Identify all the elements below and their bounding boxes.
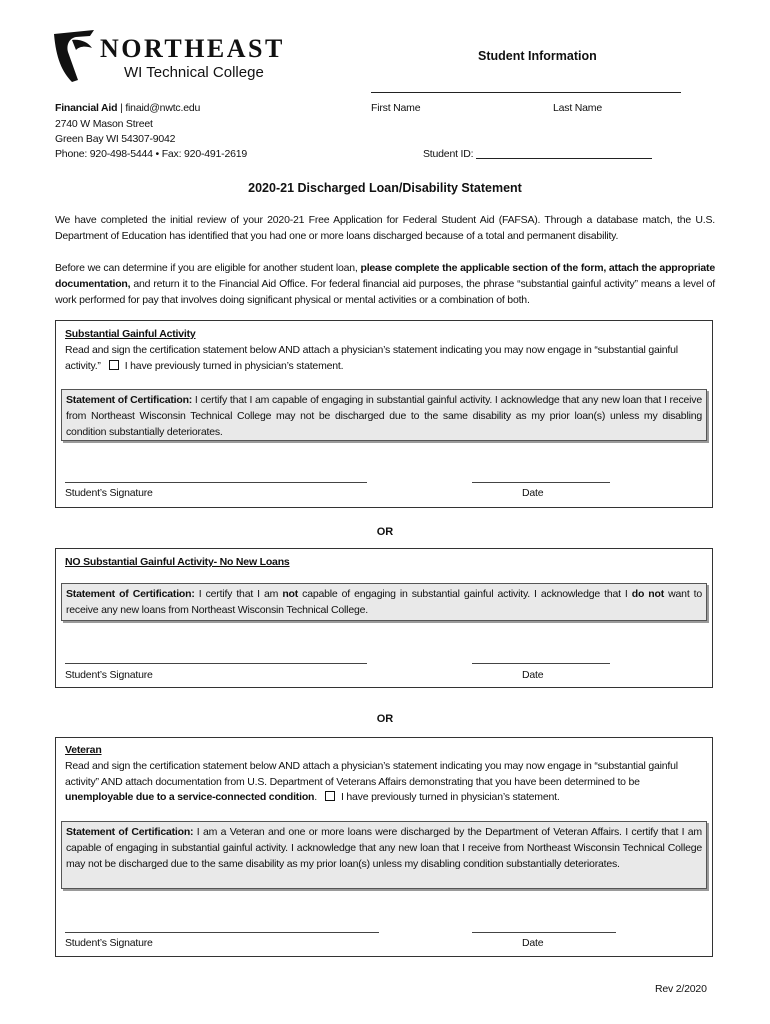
document-title: 2020-21 Discharged Loan/Disability Statement (248, 181, 522, 195)
section-1-date-line[interactable] (472, 482, 610, 483)
student-id-label: Student ID: (423, 148, 474, 160)
office-contact (55, 102, 200, 114)
section-1-instructions: Read and sign the certification statement below AND attach a physician’s statement indicating you may now engage in “substantial gainful activity.” I have previously turned in physician’s statement. (65, 344, 678, 372)
college-logo-icon (50, 28, 98, 84)
intro-paragraph-2: Before we can determine if you are eligible for another student loan, please complete the applicable section of the form, attach the appropriate documentation, and return it to the Financial Aid Office. For federal financial aid purposes, the phrase “substantial gainful activity” means a level of work performed for pay that involves doing significant physical or mental activities or a combination of both. (55, 262, 715, 306)
section-no-substantial-gainful-activity (55, 548, 713, 688)
section-3-instructions: Read and sign the certification statement below AND attach a physician’s statement indicating you may now engage in “substantial gainful activity” AND attach documentation from U.S. Department of Veterans Affairs demonstrating that you have been determined to be unemployable due to a service-connected condition. I have previously turned in physician’s statement. (65, 760, 678, 803)
logo-name: NORTHEAST (100, 34, 285, 63)
office-email: | finaid@nwtc.edu (120, 102, 201, 114)
phone-fax: Phone: 920-498-5444 • Fax: 920-491-2619 (55, 148, 248, 160)
office-label: Financial Aid (55, 102, 118, 114)
section-1-signature-line[interactable] (65, 482, 367, 483)
student-id-field-line[interactable] (476, 158, 652, 159)
last-name-label: Last Name (553, 102, 602, 114)
section-3-date-line[interactable] (472, 932, 616, 933)
cert-label: Statement of Certification: (66, 826, 194, 838)
section-3-signature-label: Student’s Signature (65, 937, 153, 949)
section-3-heading: Veteran (65, 744, 102, 756)
section-3-signature-line[interactable] (65, 932, 379, 933)
section-3-certification: Statement of Certification: I am a Veteran and one or more loans were discharged by the Department of Veteran Affairs. I certify that I am capable of engaging in substantial gainful activity. I acknowledge that any new loan that I receive from Northeast Wisconsin Technical College may not be discharged due to the same disability as my prior loan(s) unless my disabling condition substantially deteriorates. (61, 821, 707, 889)
section-2-certification: Statement of Certification: I certify that I am not capable of engaging in substantial gainful activity. I acknowledge that I do not want to receive any new loans from Northeast Wisconsin Technical College. (61, 583, 707, 621)
section-2-date-label: Date (522, 669, 544, 681)
section-2-signature-label: Student’s Signature (65, 669, 153, 681)
student-info-title: Student Information (478, 49, 597, 63)
intro-paragraph-1: We have completed the initial review of your 2020-21 Free Application for Federal Student Aid (FAFSA). Through a database match, the U.S. Department of Education has identified that you had one or more loans discharged because of a total and permanent disability. (55, 214, 715, 242)
section-3-checkbox-label: I have previously turned in physician’s statement. (340, 791, 560, 803)
or-divider-2: OR (376, 713, 394, 725)
section-veteran (55, 737, 713, 957)
section-3-checkbox[interactable] (325, 791, 335, 801)
section-2-heading: NO Substantial Gainful Activity- No New Loans (65, 556, 290, 568)
revision-date: Rev 2/2020 (655, 983, 707, 995)
logo-subtitle: WI Technical College (124, 64, 264, 81)
section-1-heading: Substantial Gainful Activity (65, 328, 196, 340)
section-substantial-gainful-activity (55, 320, 713, 508)
section-3-date-label: Date (522, 937, 544, 949)
section-1-certification: Statement of Certification: I certify that I am capable of engaging in substantial gainful activity. I acknowledge that any new loan that I receive from Northeast Wisconsin Technical College may not be discharged due to the same disability as my prior loan(s) unless my disabling condition substantially deteriorates. (61, 389, 707, 441)
section-1-date-label: Date (522, 487, 544, 499)
section-1-checkbox-label: I have previously turned in physician’s statement. (124, 359, 344, 372)
first-name-label: First Name (371, 102, 421, 114)
section-1-checkbox[interactable] (109, 360, 119, 370)
cert-label: Statement of Certification: (66, 394, 193, 406)
cert-label: Statement of Certification: (66, 588, 195, 600)
or-divider-1: OR (376, 526, 394, 538)
address-line-1: 2740 W Mason Street (55, 118, 153, 130)
section-2-signature-line[interactable] (65, 663, 367, 664)
name-field-line[interactable] (371, 92, 681, 93)
section-1-signature-label: Student’s Signature (65, 487, 153, 499)
section-2-date-line[interactable] (472, 663, 610, 664)
address-line-2: Green Bay WI 54307-9042 (55, 133, 176, 145)
